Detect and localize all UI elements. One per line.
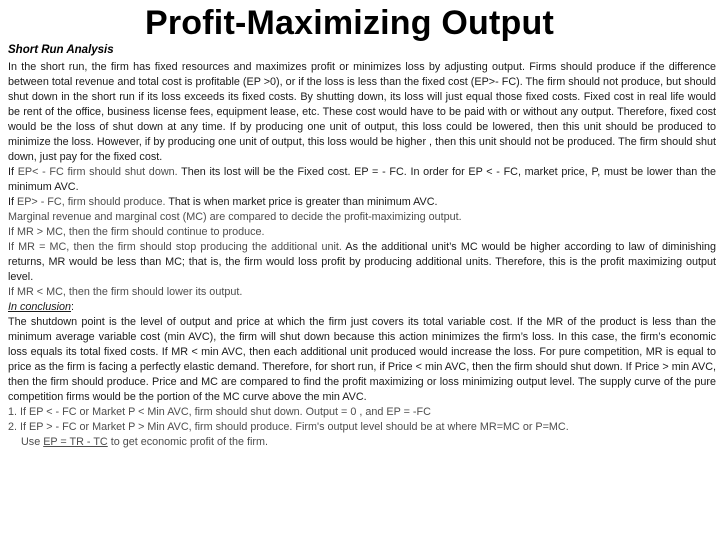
ep-shutdown-paragraph <box>8 165 716 195</box>
ep-shutdown-lead: If <box>8 166 18 178</box>
ep-shutdown-rule: EP< - FC firm should shut down. <box>17 166 178 178</box>
conclusion-heading <box>8 300 716 315</box>
mr-less-line: If MR < MC, then the firm should lower its output. <box>8 286 243 298</box>
section-subtitle: Short Run Analysis <box>8 44 114 56</box>
rule-1: 1. If EP < - FC or Market P < Min AVC, firm should shut down. Output = 0 , and EP = -FC <box>8 406 431 418</box>
ep-produce-text: That is when market price is greater than minimum AVC. <box>165 196 438 208</box>
rule-2-sub-after: to get economic profit of the firm. <box>107 436 268 448</box>
rule-2-sub-before: Use <box>21 436 44 448</box>
conclusion-heading-colon: : <box>71 301 75 313</box>
rule-2: 2. If EP > - FC or Market P > Min AVC, firm should produce. Firm's output level should be at where MR=MC or P=MC. <box>8 421 569 433</box>
conclusion-heading-text: In conclusion <box>8 301 72 313</box>
mr-compare-line: Marginal revenue and marginal cost (MC) are compared to decide the profit-maximizing output. <box>8 211 462 223</box>
slide-title: Profit-Maximizing Output <box>145 4 554 42</box>
ep-produce-paragraph <box>8 195 716 210</box>
mr-greater-line: If MR > MC, then the firm should continue to produce. <box>8 226 265 238</box>
ep-shutdown-text: Then its lost will be the Fixed cost. EP = - FC. In order for EP < - FC, market price, P, must be lower than the minimum AVC. <box>8 166 717 193</box>
rule-2-sub-formula: EP = TR - TC <box>43 436 108 448</box>
mr-equal-rule: If MR = MC, then the firm should stop producing the additional unit. <box>8 241 342 253</box>
rule-2-sub <box>8 435 716 450</box>
conclusion-paragraph: The shutdown point is the level of output and price at which the firm just covers its total variable cost. If the MR of the product is less than the minimum average variable cost (min AVC), the firm will shut down because this action minimizes the firm’s loss. In this case, the firm’s economic loss equals its total fixed costs. If MR < min AVC, then each additional unit produced would increase the loss. For pure competition, MR is equal to price as the firm is facing a perfectly elastic demand. Therefore, for short run, if Price < min AVC, then the firm should shut down. If Price > min AVC, then the firm should produce. Price and MC are compared to find the profit maximizing or loss minimizing output level. The supply curve of the pure competition firms would be the portion of the MC curve above the min AVC. <box>8 316 716 403</box>
ep-produce-rule: EP> - FC, firm should produce. <box>17 196 166 208</box>
mr-equal-text: As the additional unit’s MC would be higher according to law of diminishing returns, MR would be less than MC; that is, the firm would loss profit by producing additional units. Therefore, this is the profit maximizing output level. <box>8 241 716 283</box>
ep-produce-lead: If <box>8 196 17 208</box>
intro-paragraph: In the short run, the firm has fixed resources and maximizes profit or minimizes loss by adjusting output. Firms should produce if the difference between total revenue and total cost is profitable (EP >0), or if the loss is less than the fixed cost (EP>- FC). The firm should not produce, but should shut down in the short run if its loss exceeds its fixed costs. By shutting down, its loss will just equal those fixed costs. Fixed cost in real life would be rent of the office, business license fees, equipment lease, etc. These cost would have to be paid with or without any output. Therefore, fixed cost would be the loss of shut down at any time. If by producing one unit of output, this loss could be lowered, then this unit should be produced to minimize the loss. However, if by producing one unit of output, this loss would be higher , then this unit should not be produced. The firm should shut down, just pay for the fixed cost. <box>8 61 716 163</box>
mr-equal-paragraph <box>8 240 716 285</box>
slide-body <box>8 60 716 450</box>
